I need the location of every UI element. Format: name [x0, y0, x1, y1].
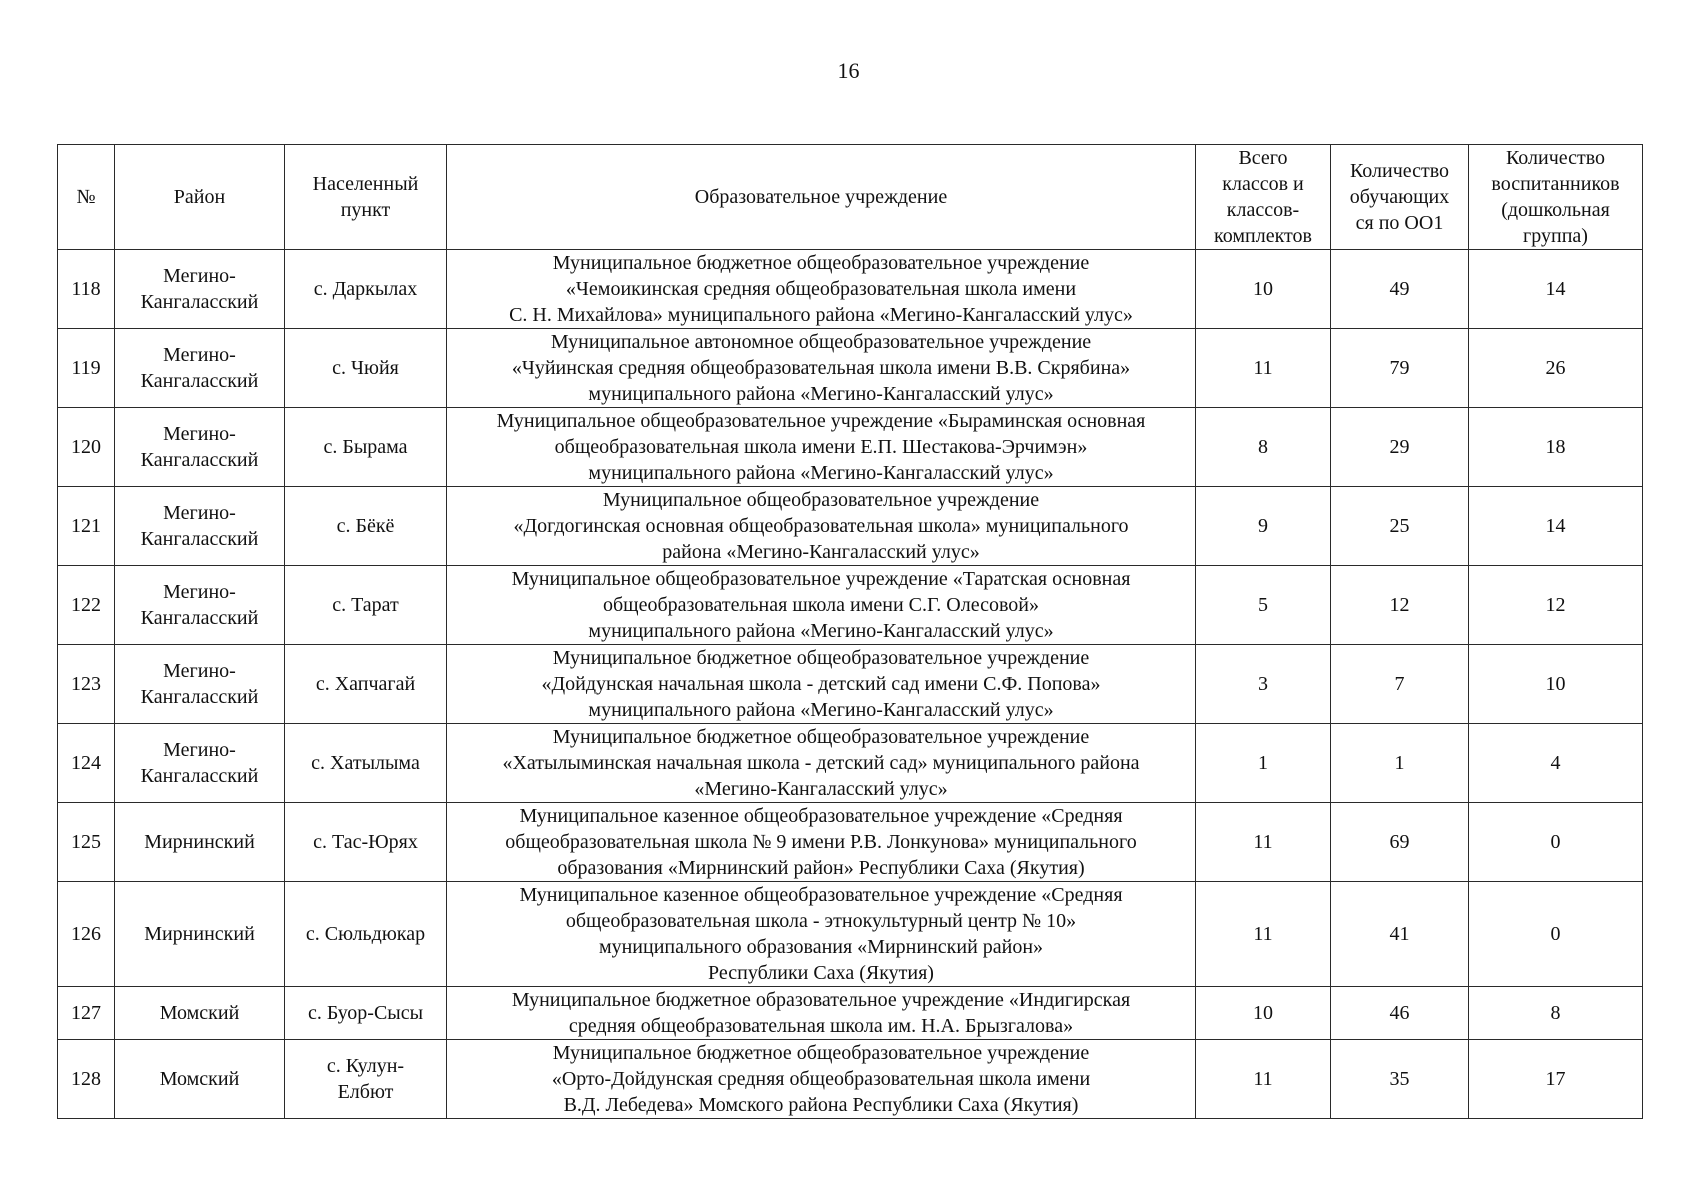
students-cell: 41: [1331, 882, 1469, 987]
classes-cell: 11: [1196, 803, 1331, 882]
institution-line: Муниципальное общеобразовательное учреждение «Бырaминская основная: [496, 410, 1146, 432]
row-number-cell: 128: [58, 1040, 115, 1119]
settlement-cell: с. Бырама: [285, 408, 447, 487]
institution-line: средняя общеобразовательная школа им. Н.А. Брызгалова»: [568, 1015, 1074, 1037]
table-row: [58, 250, 1643, 329]
settlement-cell: с. Буор-Сысы: [285, 987, 447, 1040]
table-row: [58, 645, 1643, 724]
students-cell: 12: [1331, 566, 1469, 645]
institution-cell: [447, 487, 1196, 566]
header-classes: Всего классов и классов- комплектов: [1196, 145, 1331, 250]
district-cell: Мегино- Кангаласский: [115, 250, 285, 329]
row-number-cell: 121: [58, 487, 115, 566]
institution-line: общеобразовательная школа имени Е.П. Шестакова-Эрчимэн»: [554, 436, 1088, 458]
institution-cell: [447, 250, 1196, 329]
classes-cell: 8: [1196, 408, 1331, 487]
row-number-cell: 126: [58, 882, 115, 987]
settlement-cell: с. Чюйя: [285, 329, 447, 408]
table-body: [58, 250, 1643, 1119]
table-row: [58, 882, 1643, 987]
institution-cell: [447, 408, 1196, 487]
table-row: [58, 724, 1643, 803]
district-cell: Мегино- Кангаласский: [115, 724, 285, 803]
institution-cell: [447, 724, 1196, 803]
institution-line: Муниципальное бюджетное образовательное учреждение «Индигирская: [511, 989, 1131, 1011]
header-preschool: Количество воспитанников (дошкольная группа): [1469, 145, 1643, 250]
table-row: [58, 566, 1643, 645]
students-cell: 79: [1331, 329, 1469, 408]
institution-cell: [447, 882, 1196, 987]
district-cell: Мирнинский: [115, 803, 285, 882]
institution-line: Муниципальное общеобразовательное учреждение «Таратская основная: [511, 568, 1131, 590]
page-number: 16: [837, 58, 860, 83]
header-row: [58, 145, 1643, 250]
institution-line: муниципального района «Мегино-Кангаласский улус»: [588, 699, 1054, 721]
institution-line: Муниципальное автономное общеобразовательное учреждение: [550, 331, 1092, 353]
table-row: [58, 803, 1643, 882]
classes-cell: 11: [1196, 1040, 1331, 1119]
institution-line: «Догдогинская основная общеобразовательная школа» муниципального: [513, 515, 1129, 537]
institution-line: «Чемоикинская средняя общеобразовательная школа имени: [565, 278, 1077, 300]
institution-cell: [447, 803, 1196, 882]
institution-cell: [447, 566, 1196, 645]
table-row: [58, 408, 1643, 487]
district-cell: Момский: [115, 1040, 285, 1119]
district-cell: Мегино- Кангаласский: [115, 329, 285, 408]
district-cell: Момский: [115, 987, 285, 1040]
settlement-cell: с. Хапчагай: [285, 645, 447, 724]
district-cell: Мегино- Кангаласский: [115, 487, 285, 566]
institution-line: Муниципальное бюджетное общеобразовательное учреждение: [552, 252, 1090, 274]
preschool-cell: 14: [1469, 487, 1643, 566]
row-number-cell: 119: [58, 329, 115, 408]
header-place: Населенный пункт: [285, 145, 447, 250]
institution-line: муниципального района «Мегино-Кангаласский улус»: [588, 462, 1054, 484]
settlement-cell: с. Тарат: [285, 566, 447, 645]
preschool-cell: 8: [1469, 987, 1643, 1040]
classes-cell: 5: [1196, 566, 1331, 645]
settlement-cell: с. Кулун- Елбют: [285, 1040, 447, 1119]
institution-cell: [447, 329, 1196, 408]
classes-cell: 11: [1196, 882, 1331, 987]
institution-line: общеобразовательная школа № 9 имени Р.В. Лонкунова» муниципального: [505, 831, 1137, 853]
row-number-cell: 123: [58, 645, 115, 724]
students-cell: 25: [1331, 487, 1469, 566]
students-cell: 29: [1331, 408, 1469, 487]
settlement-cell: с. Хатылыма: [285, 724, 447, 803]
institution-line: района «Мегино-Кангаласский улус»: [662, 541, 980, 563]
table-row: [58, 487, 1643, 566]
table-row: [58, 987, 1643, 1040]
institution-line: В.Д. Лебедева» Момского района Республики Саха (Якутия): [563, 1094, 1079, 1116]
header-institution: Образовательное учреждение: [447, 145, 1196, 250]
classes-cell: 10: [1196, 250, 1331, 329]
schools-table: [57, 144, 1643, 1119]
preschool-cell: 26: [1469, 329, 1643, 408]
classes-cell: 3: [1196, 645, 1331, 724]
preschool-cell: 14: [1469, 250, 1643, 329]
preschool-cell: 0: [1469, 803, 1643, 882]
settlement-cell: с. Даркылах: [285, 250, 447, 329]
institution-line: муниципального района «Мегино-Кангаласский улус»: [588, 620, 1054, 642]
institution-line: С. Н. Михайлова» муниципального района «Мегино-Кангаласский улус»: [509, 304, 1133, 326]
institution-line: «Дойдунская начальная школа - детский сад имени С.Ф. Попова»: [541, 673, 1101, 695]
row-number-cell: 118: [58, 250, 115, 329]
institution-line: Муниципальное общеобразовательное учреждение: [602, 489, 1040, 511]
header-students: Количество обучающих ся по ОО1: [1331, 145, 1469, 250]
preschool-cell: 18: [1469, 408, 1643, 487]
students-cell: 7: [1331, 645, 1469, 724]
institution-cell: [447, 987, 1196, 1040]
students-cell: 35: [1331, 1040, 1469, 1119]
preschool-cell: 17: [1469, 1040, 1643, 1119]
students-cell: 69: [1331, 803, 1469, 882]
classes-cell: 10: [1196, 987, 1331, 1040]
institution-line: Республики Саха (Якутия): [708, 962, 934, 984]
institution-line: образования «Мирнинский район» Республики Саха (Якутия): [557, 857, 1085, 879]
preschool-cell: 4: [1469, 724, 1643, 803]
institution-line: Муниципальное бюджетное общеобразовательное учреждение: [552, 726, 1090, 748]
district-cell: Мегино- Кангаласский: [115, 645, 285, 724]
institution-line: «Мегино-Кангаласский улус»: [694, 778, 948, 800]
institution-line: Муниципальное казенное общеобразовательное учреждение «Средняя: [519, 805, 1123, 827]
preschool-cell: 10: [1469, 645, 1643, 724]
row-number-cell: 127: [58, 987, 115, 1040]
institution-cell: [447, 1040, 1196, 1119]
district-cell: Мегино- Кангаласский: [115, 408, 285, 487]
row-number-cell: 120: [58, 408, 115, 487]
settlement-cell: с. Сюльдюкар: [285, 882, 447, 987]
table-row: [58, 1040, 1643, 1119]
table-header: [58, 145, 1643, 250]
institution-line: «Хатылыминская начальная школа - детский сад» муниципального района: [502, 752, 1140, 774]
institution-line: «Орто-Дойдунская средняя общеобразовательная школа имени: [551, 1068, 1091, 1090]
institution-line: Муниципальное бюджетное общеобразовательное учреждение: [552, 647, 1090, 669]
institution-line: общеобразовательная школа имени С.Г. Олесовой»: [603, 594, 1039, 616]
row-number-cell: 124: [58, 724, 115, 803]
row-number-cell: 125: [58, 803, 115, 882]
students-cell: 46: [1331, 987, 1469, 1040]
institution-line: муниципального образования «Мирнинский район»: [598, 936, 1044, 958]
students-cell: 1: [1331, 724, 1469, 803]
row-number-cell: 122: [58, 566, 115, 645]
header-district: Район: [115, 145, 285, 250]
settlement-cell: с. Бёкё: [285, 487, 447, 566]
institution-line: Муниципальное казенное общеобразовательное учреждение «Средняя: [519, 884, 1123, 906]
institution-line: общеобразовательная школа - этнокультурный центр № 10»: [565, 910, 1077, 932]
institution-line: Муниципальное бюджетное общеобразовательное учреждение: [552, 1042, 1090, 1064]
header-num: №: [58, 145, 115, 250]
classes-cell: 9: [1196, 487, 1331, 566]
preschool-cell: 0: [1469, 882, 1643, 987]
institution-line: «Чуйинская средняя общеобразовательная школа имени В.В. Скрябина»: [511, 357, 1131, 379]
preschool-cell: 12: [1469, 566, 1643, 645]
district-cell: Мирнинский: [115, 882, 285, 987]
classes-cell: 1: [1196, 724, 1331, 803]
table-row: [58, 329, 1643, 408]
district-cell: Мегино- Кангаласский: [115, 566, 285, 645]
students-cell: 49: [1331, 250, 1469, 329]
settlement-cell: с. Тас-Юрях: [285, 803, 447, 882]
institution-cell: [447, 645, 1196, 724]
institution-line: муниципального района «Мегино-Кангаласский улус»: [588, 383, 1054, 405]
classes-cell: 11: [1196, 329, 1331, 408]
